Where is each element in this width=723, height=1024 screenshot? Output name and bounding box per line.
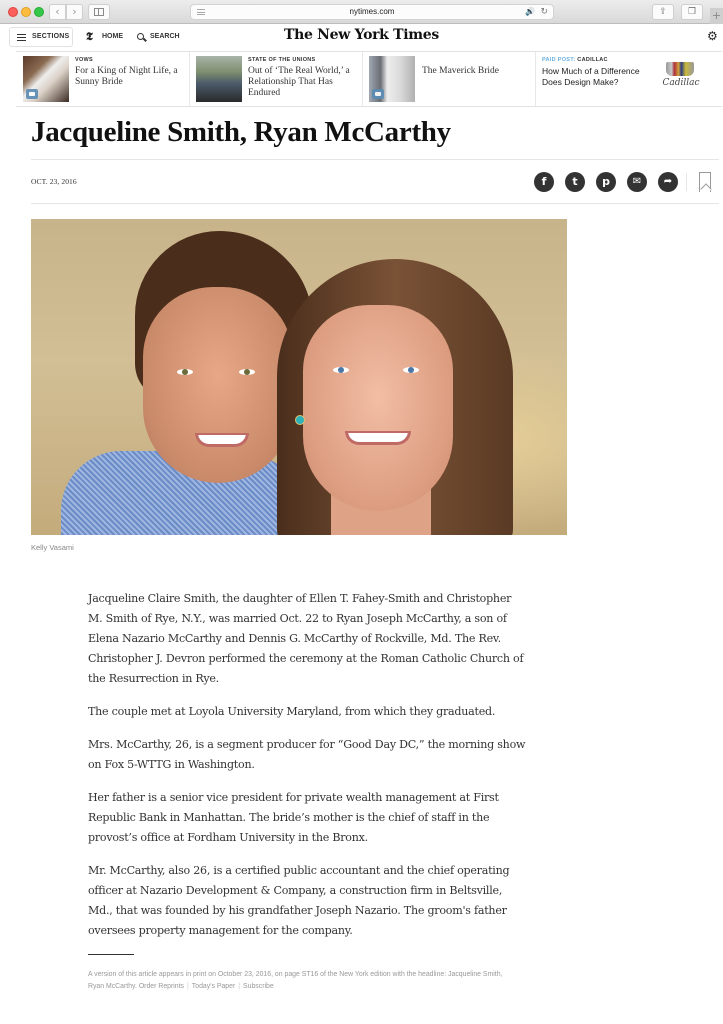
search-label: SEARCH bbox=[150, 33, 180, 40]
cadillac-crest-icon bbox=[666, 62, 694, 76]
photo-eye bbox=[403, 367, 419, 373]
forward-button[interactable]: › bbox=[66, 4, 83, 20]
todays-paper-link[interactable]: Today's Paper bbox=[191, 983, 236, 990]
ribbon-kicker: VOWS bbox=[75, 57, 94, 63]
video-icon bbox=[372, 89, 384, 99]
zoom-window-button[interactable] bbox=[34, 7, 44, 17]
back-button[interactable]: ‹ bbox=[49, 4, 66, 20]
share-button[interactable]: ⇪ bbox=[652, 4, 674, 20]
article-end-rule bbox=[88, 954, 134, 955]
video-icon bbox=[26, 89, 38, 99]
ribbon-thumbnail bbox=[196, 56, 242, 102]
subscribe-link[interactable]: Subscribe bbox=[243, 983, 274, 990]
paragraph: Mr. McCarthy, also 26, is a certified public accountant and the chief operating officer at Nazario Development & Company, a construction firm in Beltsville, Md., that was founded by his grandfather Joseph Nazario. The groom's father oversees property management for the company. bbox=[88, 864, 510, 937]
reload-icon[interactable]: ↻ bbox=[540, 7, 548, 17]
browser-toolbar bbox=[0, 0, 723, 24]
article-headline: Jacqueline Smith, Ryan McCarthy bbox=[31, 116, 451, 148]
paragraph: Jacqueline Claire Smith, the daughter of Ellen T. Fahey-Smith and Christopher M. Smith of Rye, N.Y., was married Oct. 22 to Ryan Joseph McCarthy, a son of Elena Nazario McCarthy and Dennis G. McCarthy of Rockville, Md. The Rev. Christopher J. Devron performed the ceremony at the Roman Catholic Church of the Resurrection in Rye. bbox=[88, 592, 524, 685]
gear-icon[interactable]: ⚙ bbox=[707, 29, 718, 43]
print-note-text: A version of this article appears in print on October 23, 2016, on page ST16 of the New York edition with the headline: Jacqueline Smith, Ryan McCarthy. bbox=[88, 971, 503, 990]
ribbon-thumbnail bbox=[23, 56, 69, 102]
cadillac-wordmark: Cadillac bbox=[662, 78, 700, 88]
show-tabs-button[interactable]: ❐ bbox=[681, 4, 703, 20]
photo-eye bbox=[333, 367, 349, 373]
paragraph: Her father is a senior vice president for private wealth management at First Republic Bank in Manhattan. The bride’s mother is the chief of staff in the provost’s office at Fordham University in the Bronx. bbox=[88, 791, 499, 844]
photo-face bbox=[143, 287, 293, 483]
separator: | bbox=[187, 983, 189, 990]
sections-label: SECTIONS bbox=[32, 33, 70, 40]
facebook-share-icon[interactable]: f bbox=[534, 172, 554, 192]
divider bbox=[31, 159, 719, 160]
separator: | bbox=[238, 983, 241, 990]
photo-eye bbox=[177, 369, 193, 375]
audio-playing-icon[interactable]: 🔊 bbox=[525, 7, 535, 16]
cadillac-logo bbox=[658, 62, 704, 92]
ribbon-title: The Maverick Bride bbox=[422, 66, 500, 76]
nyt-t-logo-icon: 𝕿 bbox=[86, 30, 93, 43]
ribbon-item[interactable] bbox=[363, 52, 536, 106]
more-share-icon[interactable]: ➦ bbox=[658, 172, 678, 192]
share-tools bbox=[534, 171, 711, 193]
twitter-share-icon[interactable]: t bbox=[565, 172, 585, 192]
paid-post-label: PAID POST: bbox=[542, 57, 576, 63]
ribbon-item[interactable] bbox=[190, 52, 363, 106]
divider bbox=[686, 173, 687, 191]
article-photo[interactable] bbox=[31, 219, 567, 535]
order-reprints-link[interactable]: Order Reprints bbox=[138, 983, 184, 990]
photo-smile bbox=[195, 433, 249, 447]
nyt-logo[interactable]: The New York Times bbox=[283, 27, 439, 43]
close-window-button[interactable] bbox=[8, 7, 18, 17]
ribbon-title: For a King of Night Life, a Sunny Bride bbox=[75, 66, 178, 87]
pinterest-share-icon[interactable]: p bbox=[596, 172, 616, 192]
sponsor-label: CADILLAC bbox=[577, 57, 608, 63]
ribbon-title: How Much of a Difference Does Design Make? bbox=[542, 66, 640, 87]
print-edition-note bbox=[88, 969, 518, 993]
ribbon-thumbnail bbox=[369, 56, 415, 102]
ribbon-title: Out of ‘The Real World,’ a Relationship That Has Endured bbox=[248, 66, 350, 98]
ribbon-item[interactable] bbox=[16, 52, 190, 106]
photo-face bbox=[303, 305, 453, 511]
photo-eye bbox=[239, 369, 255, 375]
email-share-icon[interactable]: ✉ bbox=[627, 172, 647, 192]
bookmark-icon[interactable] bbox=[699, 172, 711, 192]
article-date: OCT. 23, 2016 bbox=[31, 177, 77, 186]
ribbon-kicker: STATE OF THE UNIONS bbox=[248, 57, 316, 63]
minimize-window-button[interactable] bbox=[21, 7, 31, 17]
sidebar-toggle-button[interactable] bbox=[88, 4, 110, 20]
home-label: HOME bbox=[102, 33, 123, 40]
paragraph: The couple met at Loyola University Maryland, from which they graduated. bbox=[88, 705, 496, 718]
sidebar-icon bbox=[94, 8, 104, 16]
new-tab-button[interactable]: + bbox=[711, 9, 722, 22]
address-bar[interactable] bbox=[190, 4, 554, 20]
photo-credit: Kelly Vasami bbox=[31, 543, 74, 552]
url-text: nytimes.com bbox=[349, 7, 395, 16]
paragraph: Mrs. McCarthy, 26, is a segment producer for “Good Day DC,” the morning show on Fox 5-WTTG in Washington. bbox=[88, 738, 526, 771]
ribbon-kicker bbox=[542, 57, 608, 63]
photo-smile bbox=[345, 431, 411, 445]
site-masthead bbox=[0, 25, 723, 51]
article-body bbox=[88, 589, 528, 941]
story-ribbon bbox=[16, 51, 722, 107]
photo-earring bbox=[295, 415, 305, 425]
ribbon-item-paid-post[interactable] bbox=[536, 52, 722, 106]
divider bbox=[31, 203, 719, 204]
reader-view-icon[interactable] bbox=[197, 9, 205, 15]
